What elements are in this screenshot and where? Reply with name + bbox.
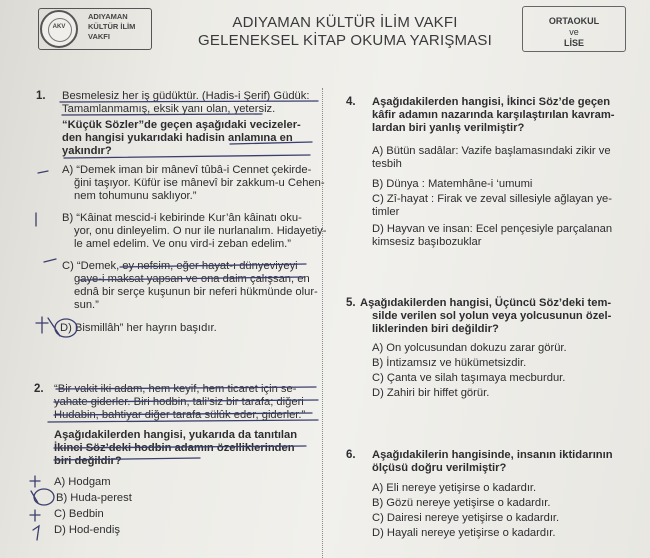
- option-c[interactable]: C) Çanta ve silah taşımaya mecburdur.: [372, 372, 566, 384]
- option-c[interactable]: C) Dairesi nereye yetişirse o kadardır.: [372, 512, 560, 524]
- option-d[interactable]: D) Bismillâh” her hayrın başıdır.: [60, 322, 217, 334]
- question-number: 6.: [346, 449, 356, 461]
- option-d[interactable]: D) Zahiri bir hiffet görür.: [372, 387, 490, 399]
- question-number: 5.: [346, 297, 356, 309]
- option-a[interactable]: A) Hodgam: [54, 476, 111, 488]
- page-title: ADIYAMAN KÜLTÜR İLİM VAKFI: [232, 14, 458, 31]
- option-d[interactable]: D) Hod-endiş: [54, 524, 120, 536]
- option-a[interactable]: A) Bütün sadâlar: Vazife başlamasındaki zikir ve: [372, 145, 611, 157]
- option-a[interactable]: A) On yolcusundan dokuzu zarar görür.: [372, 342, 567, 354]
- question-number: 2.: [34, 383, 44, 395]
- option-c[interactable]: C) Zî-hayat : Firak ve zeval sillesiyle ağlayan ye-: [372, 193, 612, 205]
- exam-page: AKV ADIYAMAN KÜLTÜR İLİM VAKFI ADIYAMAN KÜLTÜR İLİM VAKFI GELENEKSEL KİTAP OKUMA YARIŞMASI ORTAOKUL ve LİSE 1. Besmelesiz her iş güdüktür. (Hadis-i Şerif) Güdük: Tamamlanmamış, eksik yanı olan, yetersiz. “Küçük Sözler”de geçen aşağıdaki vecizeler- den hangisi yukarıdaki hadisin anlamına en yakındır? A) “Demek iman bir mânevî tûbâ-i Cennet çekirde- ğini taşıyor. Küfür ise mânevî bir zakkum-u Cehen- nem tohumunu saklıyor.” B) “Kâinat mescid-i kebirinde Kur’ân kâinatı oku- yor, onu dinleyelim. O nur ile nurlanalım. Hidayetiy- le amel edelim. Ve onu vird-i zeban edelim.” C) “Demek, ey nefsim, eğer hayat-ı dünyeviyeyi gaye-i maksat yapsan ve ona daim çalışsan, en ednâ bir serçe kuşunun bir neferi hükmünde olur- sun.” D) Bismillâh” her hayrın başıdır. 2. “Bir vakit iki adam, hem keyif, hem ticaret için se- yahate giderler. Biri hodbin, tali’siz bir tarafa; diğeri Hudabin, bahtiyar diğer tarafa sülûk eder, giderler.” Aşağıdakilerden hangisi, yukarıda da tanıtılan İkinci Söz’deki hodbin adamın özelliklerinden biri değildir? A) Hodgam B) Huda-perest C) Bedbin D) Hod-endiş 4. Aşağıdakilerden hangisi, İkinci Söz’de geçen kâfir adamın nazarında karşılaştırılan kavram- lardan biri yanlış verilmiştir? A) Bütün sadâlar: Vazife başlamasındaki zikir ve tesbih B) Dünya : Matemhâne-i ‘umumi C) Zî-hayat : Firak ve zeval sillesiyle ağlayan ye- timler D) Hayvan ve insan: Ecel pençesiyle parçalanan kimsesiz başıbozuklar 5. Aşağıdakilerden hangisi, Üçüncü Söz’deki tem- silde verilen sol yolun veya yolcusunun özel- liklerinden biri değildir? A) On yolcusundan dokuzu zarar görür. B) İntizamsız ve hükümetsizdir. C) Çanta ve silah taşımaya mecburdur. D) Zahiri bir hiffet görür. 6. Aşağıdakilerin hangisinde, insanın iktidarının ölçüsü doğru verilmiştir? A) Eli nereye yetişirse o kadardır. B) Gözü nereye yetişirse o kadardır. C) Dairesi nereye yetişirse o kadardır. D) Hayali nereye yetişirse o kadardır.: [0, 0, 650, 558]
- option-b[interactable]: B) Dünya : Matemhâne-i ‘umumi: [372, 178, 533, 190]
- option-b[interactable]: B) Huda-perest: [56, 492, 132, 504]
- option-a[interactable]: A) Eli nereye yetişirse o kadardır.: [372, 482, 537, 494]
- question-number: 1.: [36, 90, 46, 102]
- question-number: 4.: [346, 96, 356, 108]
- option-b[interactable]: B) “Kâinat mescid-i kebirinde Kur’ân kâinatı oku-: [62, 212, 302, 224]
- option-b[interactable]: B) İntizamsız ve hükümetsizdir.: [372, 357, 527, 369]
- level-box: ORTAOKUL ve LİSE: [522, 6, 626, 52]
- institution-name: ADIYAMAN KÜLTÜR İLİM VAKFI: [88, 12, 136, 41]
- option-c[interactable]: C) “Demek, ey nefsim, eğer hayat-ı dünyeviyeyi: [62, 260, 298, 272]
- option-c[interactable]: C) Bedbin: [54, 508, 104, 520]
- page-subtitle: GELENEKSEL KİTAP OKUMA YARIŞMASI: [198, 32, 492, 49]
- option-d[interactable]: D) Hayvan ve insan: Ecel pençesiyle parçalanan: [372, 223, 613, 235]
- option-b[interactable]: B) Gözü nereye yetişirse o kadardır.: [372, 497, 551, 509]
- logo-text: AKV: [52, 24, 66, 30]
- option-a[interactable]: A) “Demek iman bir mânevî tûbâ-i Cennet çekirde-: [62, 164, 312, 176]
- option-d[interactable]: D) Hayali nereye yetişirse o kadardır.: [372, 527, 556, 539]
